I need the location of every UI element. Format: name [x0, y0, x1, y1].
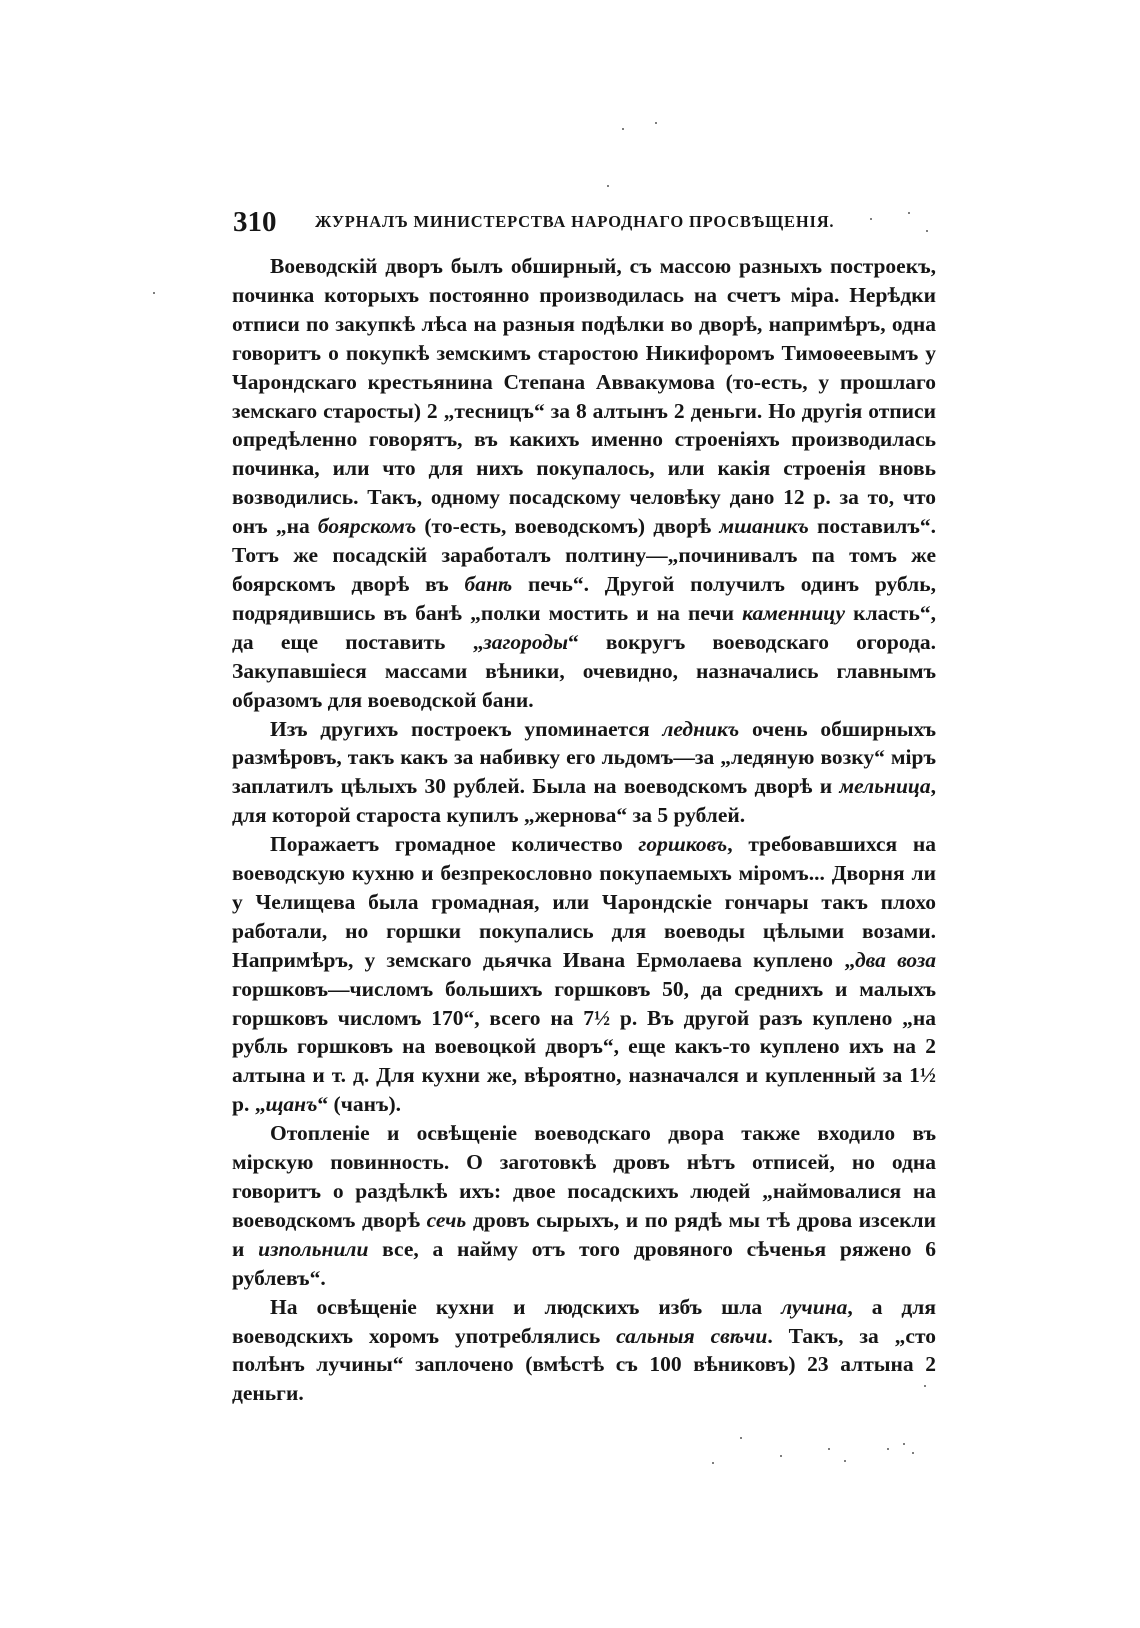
text-run: (то-есть, воеводскомъ) дворѣ: [416, 514, 720, 539]
running-title: ЖУРНАЛЪ МИНИСТЕРСТВА НАРОДНАГО ПРОСВѢЩЕНІЯ.: [315, 212, 835, 231]
page-number: 310: [233, 206, 277, 238]
text-run: , для которой староста купилъ „жернова“ за 5 рублей.: [232, 774, 936, 828]
text-run: , а для воеводскихъ хоромъ употреблялись: [232, 1294, 936, 1348]
italic-term: лучина: [781, 1294, 848, 1319]
text-run: горшковъ—числомъ большихъ горшковъ 50, да среднихъ и малыхъ горшковъ числомъ 170“, всего на 7½ р. Въ другой разъ куплено „на рубль горшковъ на воевоцкой дворъ“, еще какъ-то куплено ихъ на 2 алтына и т. д. Для кухни же, вѣроятно, назначался и купленный за 1½ р. „: [232, 976, 936, 1117]
text-run: . Такъ, за „сто полѣнъ лучины“ заплочено (вмѣстѣ съ 100 вѣниковъ) 23 алтына 2 деньги.: [232, 1323, 937, 1406]
text-run: печь“. Другой получилъ одинъ рубль, подрядившись въ банѣ „полки мостить и на печи: [232, 571, 936, 625]
text-run: очень обширныхъ размѣровъ, такъ какъ за набивку его льдомъ—за „ледяную возку“ міръ заплатилъ цѣлыхъ 30 рублей. Была на воеводскомъ дворѣ и: [232, 716, 936, 799]
italic-term: горшковъ: [638, 832, 728, 857]
paragraph: [232, 1119, 936, 1292]
italic-term: каменницу: [742, 600, 846, 625]
body-text: [232, 252, 936, 1408]
italic-term: мельница: [839, 774, 931, 799]
italic-term: ледникъ: [662, 716, 740, 741]
text-run: “ вокругъ воеводскаго огорода. Закупавшіеся массами вѣники, очевидно, назначались главнымъ образомъ для воеводской бани.: [232, 629, 936, 712]
paragraph: [232, 830, 936, 1119]
paragraph: [232, 252, 936, 715]
text-run: Воеводскій дворъ былъ обширный, съ массою разныхъ построекъ, починка которыхъ постоянно производилась на счетъ міра. Нерѣдки отписи по закупкѣ лѣса на разныя подѣлки во дворѣ, напримѣръ, одна говоритъ о покупкѣ земскимъ старостою Никифоромъ Тимоѳеевымъ у Чарондскаго крестьянина Степана Аввакумова (то-есть, у прошлаго земскаго старосты) 2 „тесницъ“ за 8 алтынъ 2 деньги. Но другія отписи опредѣленно говорятъ, въ какихъ именно строеніяхъ производилась починка, или что для нихъ покупалось, или какія строенія вновь возводились. Такъ, одному посадскому человѣку дано 12 р. за то, что онъ „на: [232, 254, 936, 539]
italic-term: мшаникъ: [719, 514, 809, 539]
text-run: Поражаетъ громадное количество: [270, 832, 639, 857]
text-run: все, а найму отъ того дровяного сѣченья ряжено 6 рублевъ“.: [232, 1236, 936, 1290]
italic-term: боярскомъ: [317, 514, 417, 539]
italic-term: сечь: [426, 1207, 467, 1232]
text-run: , требовавшихся на воеводскую кухню и безпрекословно покупаемыхъ міромъ... Дворня ли у Челищева была громадная, или Чарондскіе гончары такъ плохо работали, но горшки покупались для воеводы цѣлыми возами. Напримѣръ, у земскаго дьячка Ивана Ермолаева куплено „: [232, 832, 936, 972]
text-run: Отопленіе и освѣщеніе воеводскаго двора также входило въ мірскую повинность. О заготовкѣ дровъ нѣтъ отписей, но одна говоритъ о раздѣлкѣ ихъ: двое посадскихъ людей „наймовалися на воеводскомъ дворѣ: [232, 1121, 936, 1232]
text-run: класть“, да еще поставить „: [232, 600, 936, 654]
italic-term: два воза: [854, 947, 936, 972]
italic-term: банѣ: [464, 571, 513, 596]
paragraph: [232, 1293, 936, 1409]
text-run: дровъ сырыхъ, и по рядѣ мы тѣ дрова изсекли и: [232, 1207, 936, 1261]
italic-term: сальныя свѣчи: [616, 1323, 768, 1348]
italic-term: загороды: [483, 629, 568, 654]
text-run: Изъ другихъ построекъ упоминается: [270, 716, 663, 741]
italic-term: щанъ: [265, 1092, 318, 1117]
text-run: “ (чанъ).: [317, 1092, 402, 1117]
text-run: поставилъ“. Тотъ же посадскій заработалъ полтину—„починивалъ па томъ же боярскомъ дворѣ въ: [232, 514, 937, 596]
italic-term: изпольнили: [258, 1236, 369, 1261]
paragraph: [232, 715, 936, 831]
text-run: На освѣщеніе кухни и людскихъ избъ шла: [270, 1294, 782, 1319]
page-header: [233, 205, 953, 239]
